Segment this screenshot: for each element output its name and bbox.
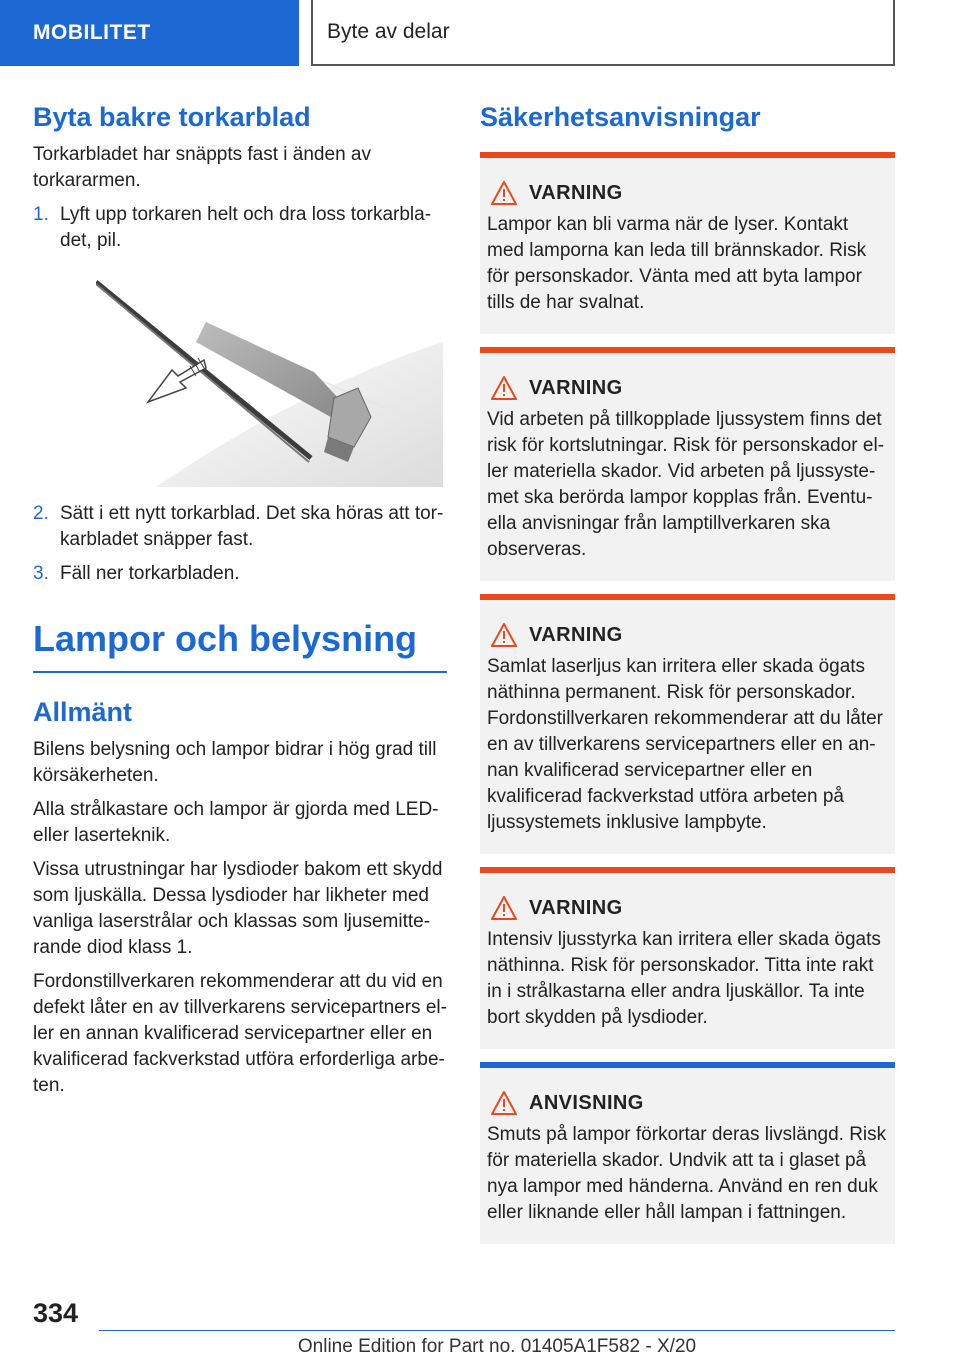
- section-header: [311, 0, 895, 66]
- warning-title: VARNING: [529, 896, 623, 919]
- chapter-title: MOBILITET: [33, 21, 151, 44]
- arrow-icon: [148, 358, 206, 402]
- warning-box: [480, 347, 895, 581]
- warning-triangle-icon: [491, 622, 517, 648]
- right-column: [480, 100, 895, 1257]
- lamps-chapter-title: Lampor och belysning: [33, 618, 418, 659]
- warning-text: Lampor kan bli varma när de lyser. Kontakt med lamporna kan leda till brännskador. Risk för personskador. Vänta med att byta lampor tills de har svalnat.: [487, 214, 867, 313]
- warning-title: VARNING: [529, 623, 623, 646]
- section-title: Byte av delar: [327, 20, 450, 43]
- chapter-tab: [0, 0, 299, 66]
- lamps-paragraph: Bilens belysning och lampor bidrar i hög grad till körsäkerheten.: [33, 739, 437, 786]
- step-number: 1.: [33, 204, 49, 225]
- warning-triangle-icon: [491, 1090, 517, 1116]
- step-item: [33, 501, 447, 553]
- general-subheading: Allmänt: [33, 697, 133, 727]
- footer-divider: [99, 1330, 895, 1331]
- step-item: [33, 561, 447, 587]
- warning-box: [480, 594, 895, 854]
- lamps-paragraph: Alla strålkastare och lampor är gjorda med LED- eller laserteknik.: [33, 799, 439, 846]
- step-text: Lyft upp torkaren helt och dra loss torkarbladet, pil.: [60, 204, 432, 251]
- wiper-illustration-graphic: [96, 272, 443, 487]
- warning-title: VARNING: [529, 376, 623, 399]
- notice-box: [480, 1062, 895, 1244]
- warning-text: Samlat laserljus kan irritera eller skada ögats näthinna permanent. Risk för personskador. Fordonstillverkaren rekommenderar att du låter en av tillverkarens servicepartners eller en annan kvalificerad servicepartner eller en kvalificerad fackverkstad utföra arbeten på ljussystemets inklusive lampbyte.: [487, 656, 884, 833]
- page-number: 334: [33, 1298, 79, 1328]
- warning-box: [480, 867, 895, 1049]
- warning-box: [480, 152, 895, 334]
- lamps-paragraph: Fordonstillverkaren rekommenderar att du vid en defekt låter en av tillverkarens servicepartners eller en annan kvalificerad servicepartner eller en kvalificerad fackverkstad utföra erforderliga arbeten.: [33, 971, 447, 1096]
- step-number: 2.: [33, 503, 49, 524]
- step-item: [33, 202, 447, 254]
- warning-triangle-icon: [491, 895, 517, 921]
- warning-triangle-icon: [491, 375, 517, 401]
- wiper-heading: Byta bakre torkarblad: [33, 102, 311, 132]
- edition-footer: Online Edition for Part no. 01405A1F582 - X/20: [297, 1336, 697, 1357]
- left-column: [33, 100, 447, 1107]
- step-text: Sätt i ett nytt torkarblad. Det ska höras att torkarbladet snäpper fast.: [60, 503, 444, 550]
- warning-text: Intensiv ljusstyrka kan irritera eller skada ögats näthinna. Risk för personskador. Titta inte rakt in i strålkastarna eller andra ljuskällor. Ta inte bort skydden på lysdioder.: [487, 929, 881, 1028]
- wiper-illustration: [96, 272, 443, 487]
- notice-title: ANVISNING: [529, 1091, 644, 1114]
- safety-heading: Säkerhetsanvisningar: [480, 102, 761, 132]
- warning-triangle-icon: [491, 180, 517, 206]
- wiper-intro: Torkarbladet har snäppts fast i änden av torkararmen.: [33, 144, 371, 191]
- warning-text: Vid arbeten på tillkopplade ljussystem finns det risk för kortslutningar. Risk för personskador eller materiella skador. Vid arbeten på ljussystemet ska berörda lampor kopplas från. Eventuella anvisningar från lamptillverkaren ska observeras.: [487, 409, 885, 560]
- warning-title: VARNING: [529, 181, 623, 204]
- step-number: 3.: [33, 563, 49, 584]
- notice-text: Smuts på lampor förkortar deras livslängd. Risk för materiella skador. Undvik att ta i glaset på nya lampor med händerna. Använd en ren duk eller liknande eller håll lampan i fattningen.: [487, 1124, 887, 1223]
- step-text: Fäll ner torkarbladen.: [60, 563, 240, 584]
- lamps-paragraph: Vissa utrustningar har lysdioder bakom ett skydd som ljuskälla. Dessa lysdioder har likheter med vanliga laserstrålar och klassas som ljusemitterande diod klass 1.: [33, 859, 443, 958]
